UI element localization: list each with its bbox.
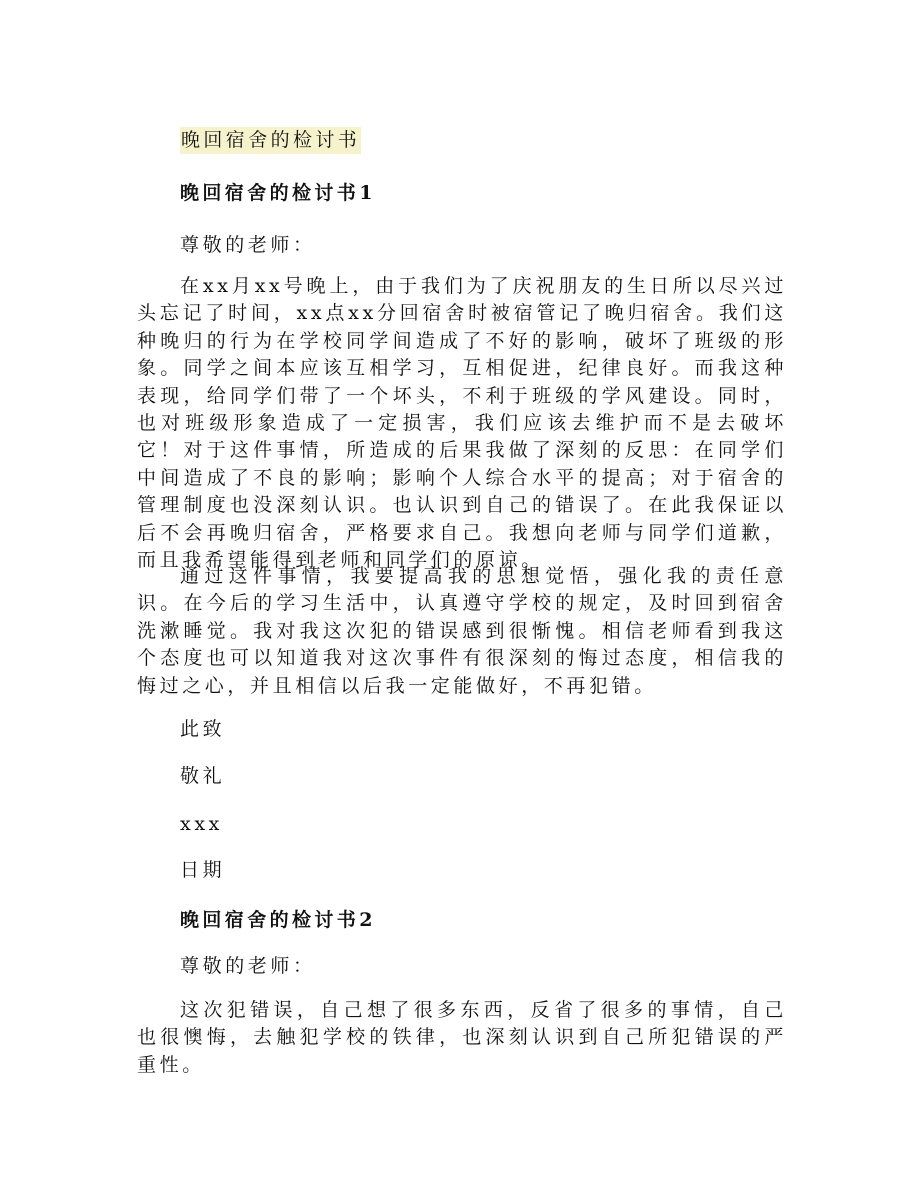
signature: xxx bbox=[180, 813, 223, 835]
section-1-salutation: 尊敬的老师： bbox=[180, 234, 316, 256]
section-2-paragraph-1: 这次犯错误，自己想了很多东西，反省了很多的事情，自己也很懊悔，去触犯学校的铁律，也深刻认识到自己所犯错误的严重性。 bbox=[137, 999, 787, 1076]
section-1-paragraph-1: 在xx月xx号晚上，由于我们为了庆祝朋友的生日所以尽兴过头忘记了时间，xx点xx分回宿舍时被宿管记了晚归宿舍。我们这种晚归的行为在学校同学间造成了不好的影响，破坏了班级的形象。同学之间本应该互相学习，互相促进，纪律良好。而我这种表现，给同学们带了一个坏头，不利于班级的学风建设。同时，也对班级形象造成了一定损害，我们应该去维护而不是去破坏它！对于这件事情，所造成的后果我做了深刻的反思：在同学们中间造成了不良的影响；影响个人综合水平的提高；对于宿舍的管理制度也没深刻认识。也认识到自己的错误了。在此我保证以后不会再晚归宿舍，严格要求自己。我想向老师与同学们道歉，而且我希望能得到老师和同学们的原谅。 bbox=[137, 275, 787, 572]
closing-salutation: 此致 bbox=[180, 718, 226, 740]
closing-regards: 敬礼 bbox=[180, 765, 226, 787]
document-title: 晚回宿舍的检讨书 bbox=[180, 127, 361, 154]
section-2-heading: 晚回宿舍的检讨书2 bbox=[180, 909, 376, 931]
section-1-paragraph-2: 通过这件事情，我要提高我的思想觉悟，强化我的责任意识。在今后的学习生活中，认真遵守学校的规定，及时回到宿舍洗漱睡觉。我对我这次犯的错误感到很惭愧。相信老师看到我这个态度也可以知道我对这次事件有很深刻的悔过态度，相信我的悔过之心，并且相信以后我一定能做好，不再犯错。 bbox=[137, 565, 787, 697]
date: 日期 bbox=[180, 859, 226, 881]
section-2-salutation: 尊敬的老师： bbox=[180, 955, 316, 977]
section-1-heading: 晚回宿舍的检讨书1 bbox=[180, 182, 376, 204]
